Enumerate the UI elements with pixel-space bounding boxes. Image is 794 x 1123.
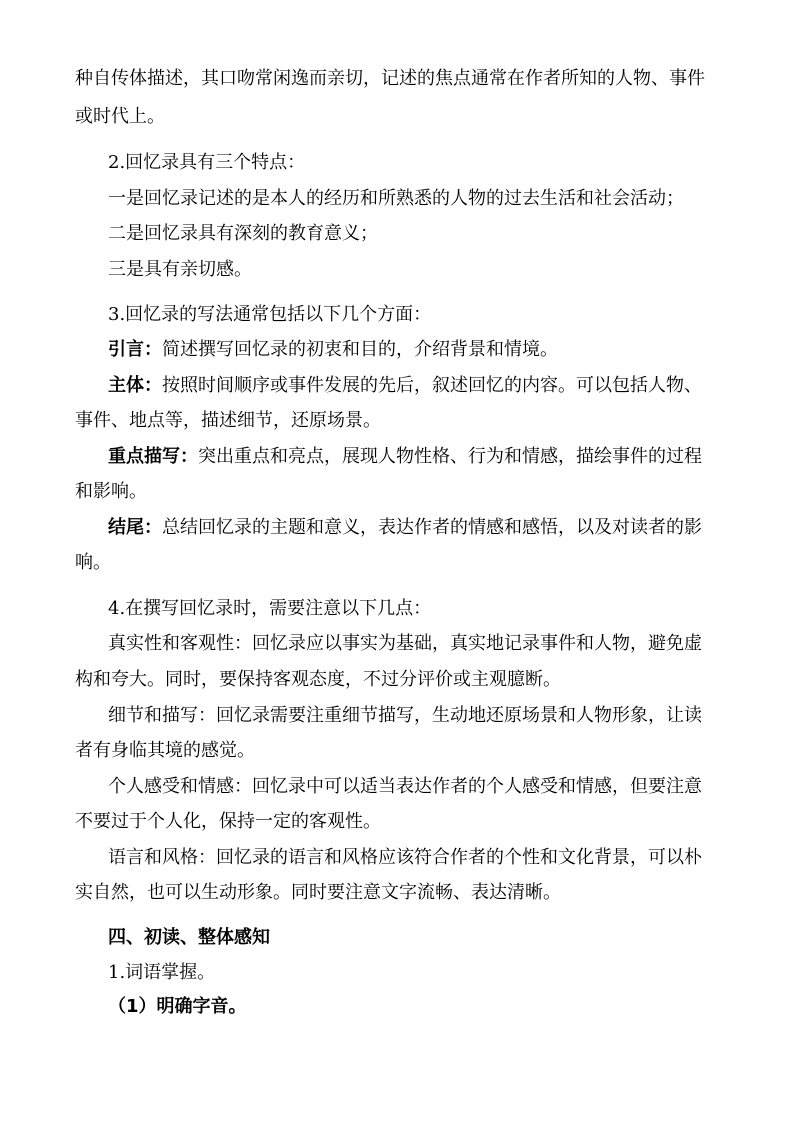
paragraph-line: 和影响。 bbox=[75, 481, 147, 502]
paragraph-line: 三是具有亲切感。 bbox=[108, 259, 252, 280]
paragraph-line: 种自传体描述，其口吻常闲逸而亲切，记述的焦点通常在作者所知的人物、事件 bbox=[75, 68, 705, 89]
section-heading-3: 3.回忆录的写法通常包括以下几个方面： bbox=[108, 304, 432, 325]
body-text: 按照时间顺序或事件发展的先后，叙述回忆的内容。可以包括人物、 bbox=[162, 375, 702, 396]
paragraph-line: 细节和描写：回忆录需要注重细节描写，生动地还原场景和人物形象，让读 bbox=[108, 705, 702, 726]
paragraph-line: 个人感受和情感：回忆录中可以适当表达作者的个人感受和情感，但要注意 bbox=[108, 776, 702, 797]
paragraph-line: 二是回忆录具有深刻的教育意义； bbox=[108, 223, 378, 244]
focus-label: 重点描写： bbox=[108, 446, 198, 467]
section-heading-main: 四、初读、整体感知 bbox=[108, 927, 270, 948]
focus-text: 突出重点和亮点，展现人物性格、行为和情感，描绘事件的过程 bbox=[198, 446, 702, 467]
paragraph-line: 事件、地点等，描述细节，还原场景。 bbox=[75, 410, 381, 431]
paragraph-line: 语言和风格：回忆录的语言和风格应该符合作者的个性和文化背景，可以朴 bbox=[108, 847, 702, 868]
section-heading-4: 4.在撰写回忆录时，需要注意以下几点： bbox=[108, 598, 432, 619]
paragraph-line: 或时代上。 bbox=[75, 106, 165, 127]
paragraph-line: 实自然，也可以生动形象。同时要注意文字流畅、表达清晰。 bbox=[75, 882, 561, 903]
intro-text: 简述撰写回忆录的初衷和目的，介绍背景和情境。 bbox=[162, 339, 558, 360]
end-text: 总结回忆录的主题和意义，表达作者的情感和感悟，以及对读者的影 bbox=[162, 517, 702, 538]
intro-label: 引言： bbox=[108, 339, 162, 360]
paragraph-line: 不要过于个人化，保持一定的客观性。 bbox=[75, 811, 381, 832]
intro-line bbox=[108, 339, 558, 361]
paragraph-line: 一是回忆录记述的是本人的经历和所熟悉的人物的过去生活和社会活动； bbox=[108, 188, 684, 209]
focus-line bbox=[108, 446, 702, 468]
end-line bbox=[108, 517, 702, 539]
body-line bbox=[108, 375, 702, 397]
end-label: 结尾： bbox=[108, 517, 162, 538]
sub-subheading: （1）明确字音。 bbox=[108, 996, 247, 1017]
subheading: 1.词语掌握。 bbox=[108, 962, 216, 983]
paragraph-line: 构和夸大。同时，要保持客观态度，不过分评价或主观臆断。 bbox=[75, 669, 561, 690]
paragraph-line: 真实性和客观性：回忆录应以事实为基础，真实地记录事件和人物，避免虚 bbox=[108, 633, 702, 654]
paragraph-line: 者有身临其境的感觉。 bbox=[75, 740, 255, 761]
paragraph-line: 响。 bbox=[75, 552, 111, 573]
section-heading-2: 2.回忆录具有三个特点： bbox=[108, 152, 306, 173]
body-label: 主体： bbox=[108, 375, 162, 396]
